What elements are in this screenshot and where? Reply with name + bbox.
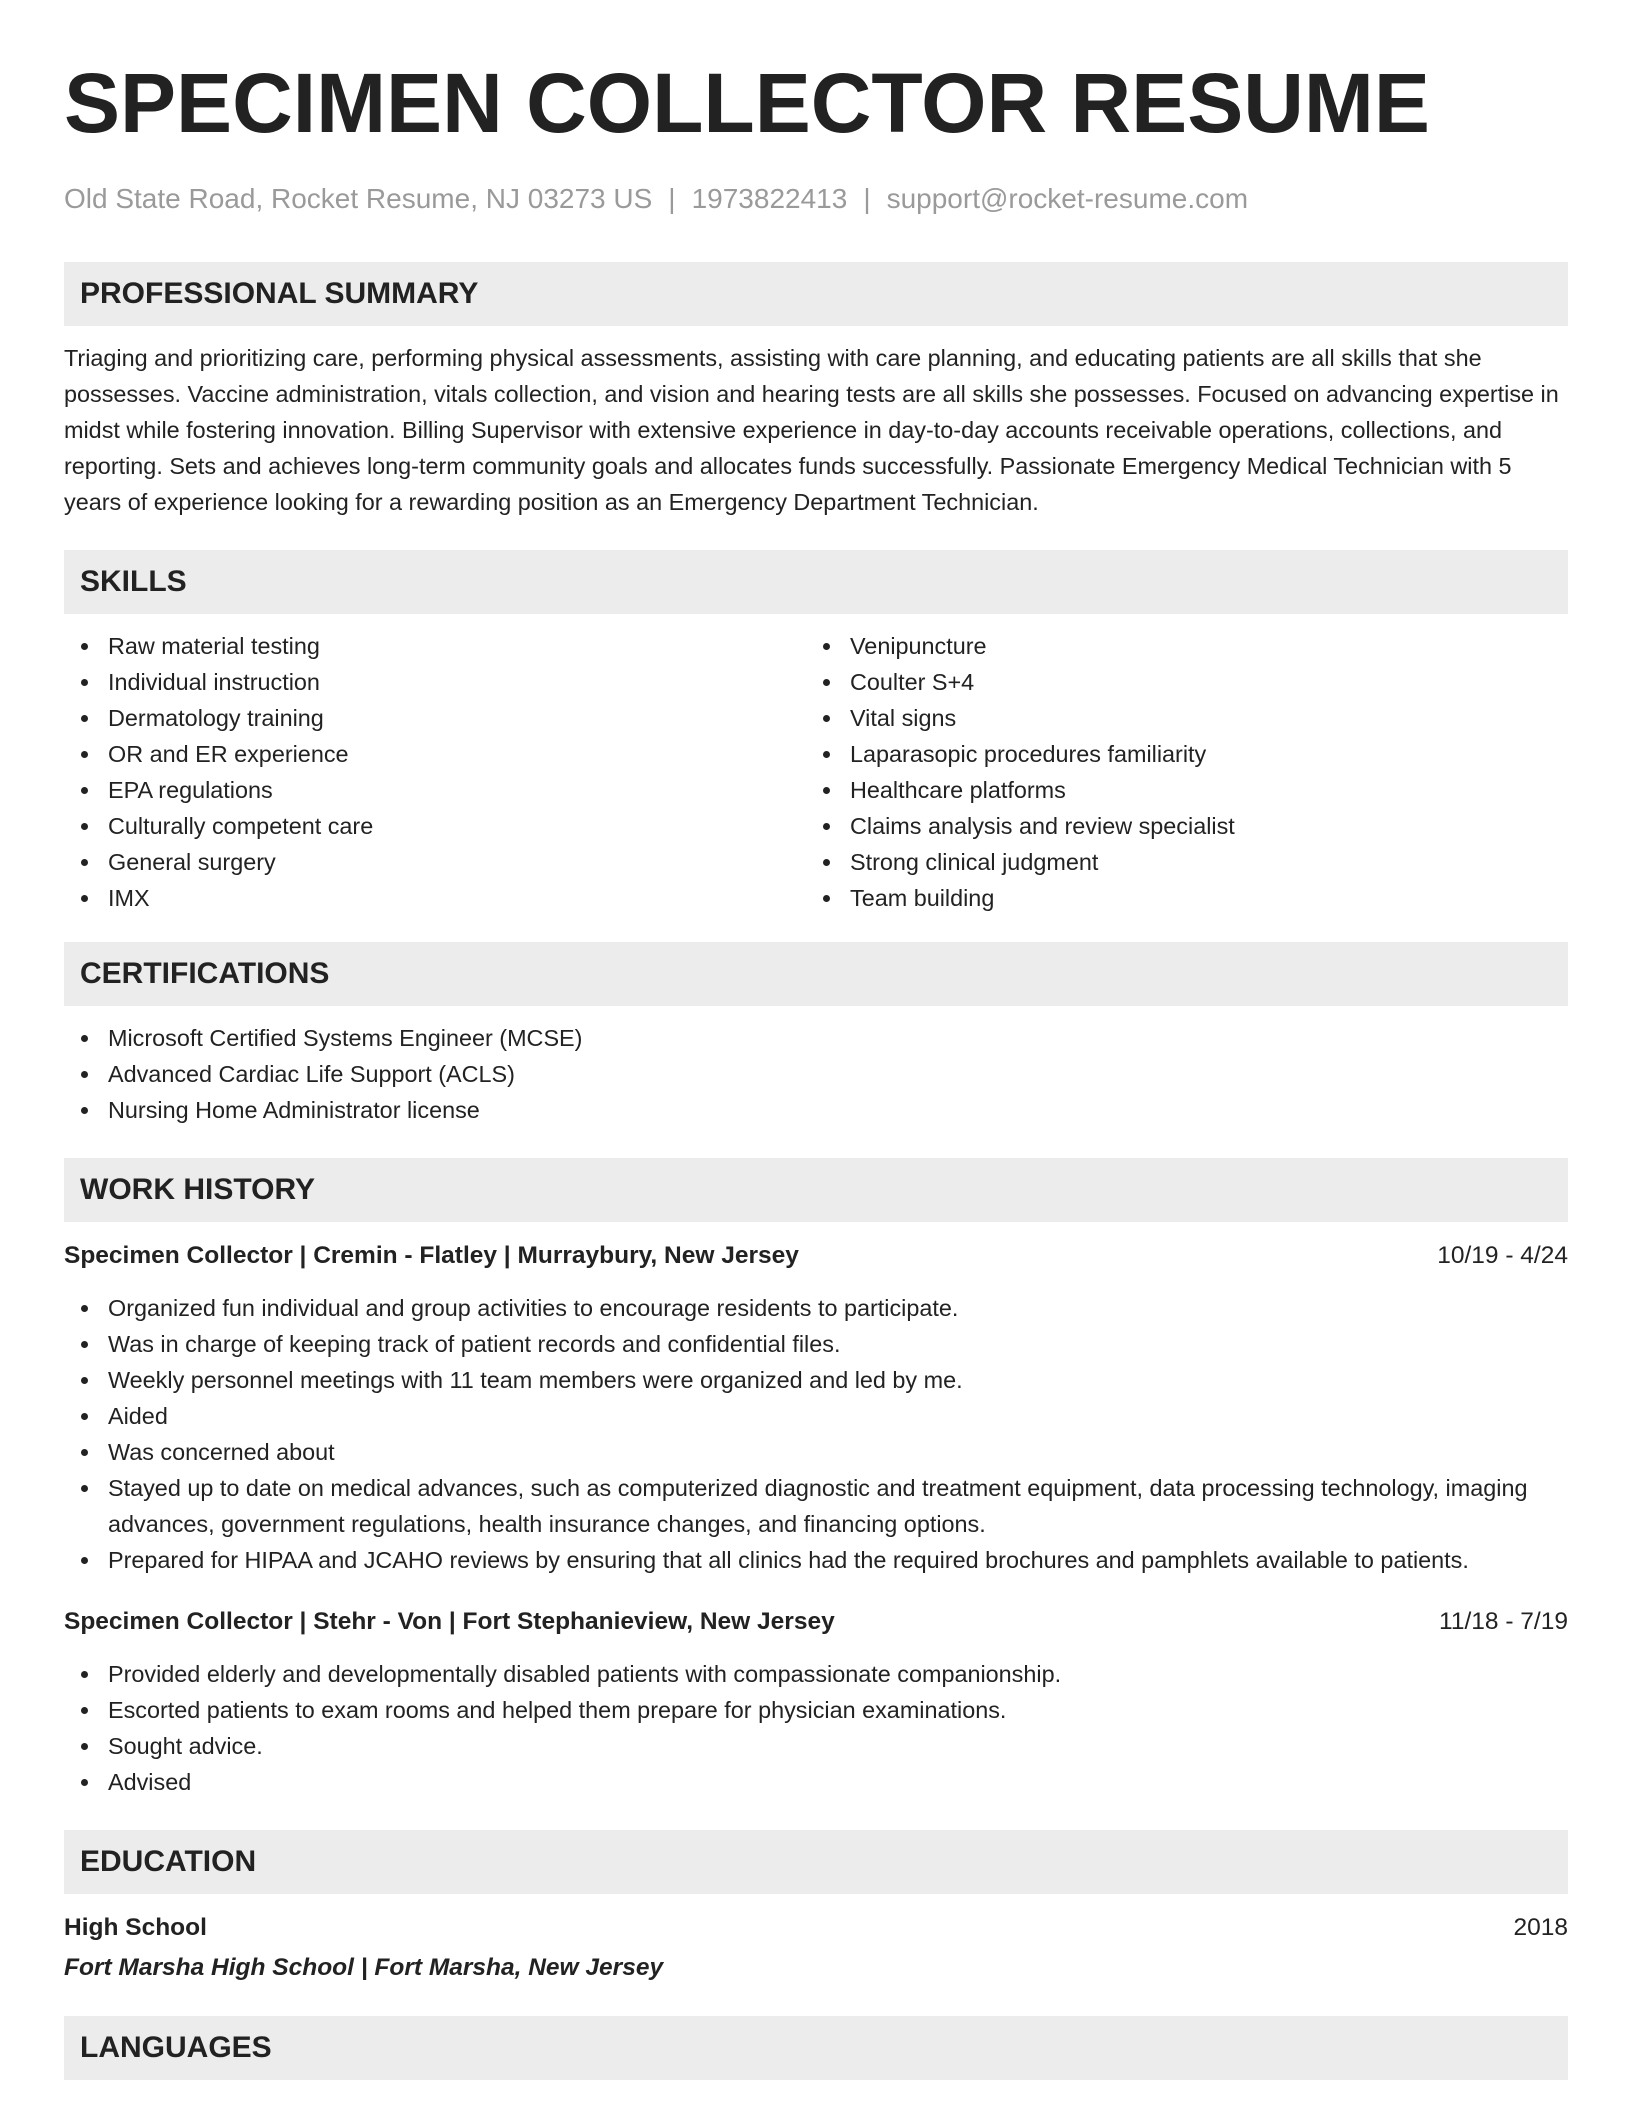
skill-item: Vital signs [806, 700, 1548, 736]
job-header [64, 1238, 1568, 1274]
skill-item: Venipuncture [806, 628, 1548, 664]
job-bullet: Provided elderly and developmentally disabled patients with compassionate companionship. [64, 1656, 1568, 1692]
job-bullet: Advised [64, 1764, 1568, 1800]
skill-item: OR and ER experience [64, 736, 806, 772]
skill-item: Team building [806, 880, 1548, 916]
skills-list [64, 628, 1568, 916]
skills-column-left [64, 628, 806, 916]
certification-item: Nursing Home Administrator license [64, 1092, 1568, 1128]
certification-item: Advanced Cardiac Life Support (ACLS) [64, 1056, 1568, 1092]
education-heading: EDUCATION [64, 1830, 1568, 1894]
skill-item: Strong clinical judgment [806, 844, 1548, 880]
contact-email: support@rocket-resume.com [886, 183, 1249, 214]
job-bullets [64, 1290, 1568, 1578]
certification-item: Microsoft Certified Systems Engineer (MCSE) [64, 1020, 1568, 1056]
job-entry [64, 1604, 1568, 1800]
contact-phone: 1973822413 [691, 183, 848, 214]
contact-line [64, 182, 1568, 216]
job-bullet: Escorted patients to exam rooms and helped them prepare for physician examinations. [64, 1692, 1568, 1728]
work-history-heading: WORK HISTORY [64, 1158, 1568, 1222]
job-bullet: Was concerned about [64, 1434, 1568, 1470]
skill-item: Healthcare platforms [806, 772, 1548, 808]
resume-page [64, 56, 1568, 2080]
job-header [64, 1604, 1568, 1640]
certifications-list [64, 1020, 1568, 1128]
job-title: Specimen Collector | Stehr - Von | Fort Stephanieview, New Jersey [64, 1608, 835, 1635]
skills-column-right [806, 628, 1548, 916]
job-title: Specimen Collector | Cremin - Flatley | Murraybury, New Jersey [64, 1242, 799, 1269]
skill-item: General surgery [64, 844, 806, 880]
job-bullet: Weekly personnel meetings with 11 team members were organized and led by me. [64, 1362, 1568, 1398]
skill-item: Raw material testing [64, 628, 806, 664]
skill-item: Laparasopic procedures familiarity [806, 736, 1548, 772]
job-bullet: Stayed up to date on medical advances, such as computerized diagnostic and treatment equipment, data processing technology, imaging advances, government regulations, health insurance changes, and financing options. [64, 1470, 1568, 1542]
education-school: Fort Marsha High School | Fort Marsha, New Jersey [64, 1954, 664, 1981]
skill-item: EPA regulations [64, 772, 806, 808]
job-bullet: Aided [64, 1398, 1568, 1434]
skill-item: Coulter S+4 [806, 664, 1548, 700]
job-bullet: Was in charge of keeping track of patient records and confidential files. [64, 1326, 1568, 1362]
skill-item: Individual instruction [64, 664, 806, 700]
job-bullets [64, 1656, 1568, 1800]
contact-separator: | [668, 183, 676, 214]
skill-item: Culturally competent care [64, 808, 806, 844]
languages-heading: LANGUAGES [64, 2016, 1568, 2080]
summary-heading: PROFESSIONAL SUMMARY [64, 262, 1568, 326]
resume-title: SPECIMEN COLLECTOR RESUME [64, 56, 1430, 150]
job-bullet: Prepared for HIPAA and JCAHO reviews by ensuring that all clinics had the required brochures and pamphlets available to patients. [64, 1542, 1568, 1578]
summary-text: Triaging and prioritizing care, performing physical assessments, assisting with care planning, and educating patients are all skills that she possesses. Vaccine administration, vitals collection, and vision and hearing tests are all skills she possesses. Focused on advancing expertise in midst while fostering innovation. Billing Supervisor with extensive experience in day-to-day accounts receivable operations, collections, and reporting. Sets and achieves long-term community goals and allocates funds successfully. Passionate Emergency Medical Technician with 5 years of experience looking for a rewarding position as an Emergency Department Technician. [64, 345, 1559, 515]
job-entry [64, 1238, 1568, 1578]
contact-separator: | [863, 183, 871, 214]
job-bullet: Sought advice. [64, 1728, 1568, 1764]
skill-item: IMX [64, 880, 806, 916]
education-degree: High School [64, 1914, 207, 1941]
education-entry [64, 1910, 1568, 1986]
skill-item: Claims analysis and review specialist [806, 808, 1548, 844]
certifications-heading: CERTIFICATIONS [64, 942, 1568, 1006]
job-dates: 11/18 - 7/19 [1439, 1608, 1568, 1635]
skills-heading: SKILLS [64, 550, 1568, 614]
education-header [64, 1910, 1568, 1946]
education-year: 2018 [1513, 1914, 1568, 1941]
contact-address: Old State Road, Rocket Resume, NJ 03273 US [64, 183, 653, 214]
job-dates: 10/19 - 4/24 [1437, 1242, 1568, 1269]
skill-item: Dermatology training [64, 700, 806, 736]
job-bullet: Organized fun individual and group activities to encourage residents to participate. [64, 1290, 1568, 1326]
